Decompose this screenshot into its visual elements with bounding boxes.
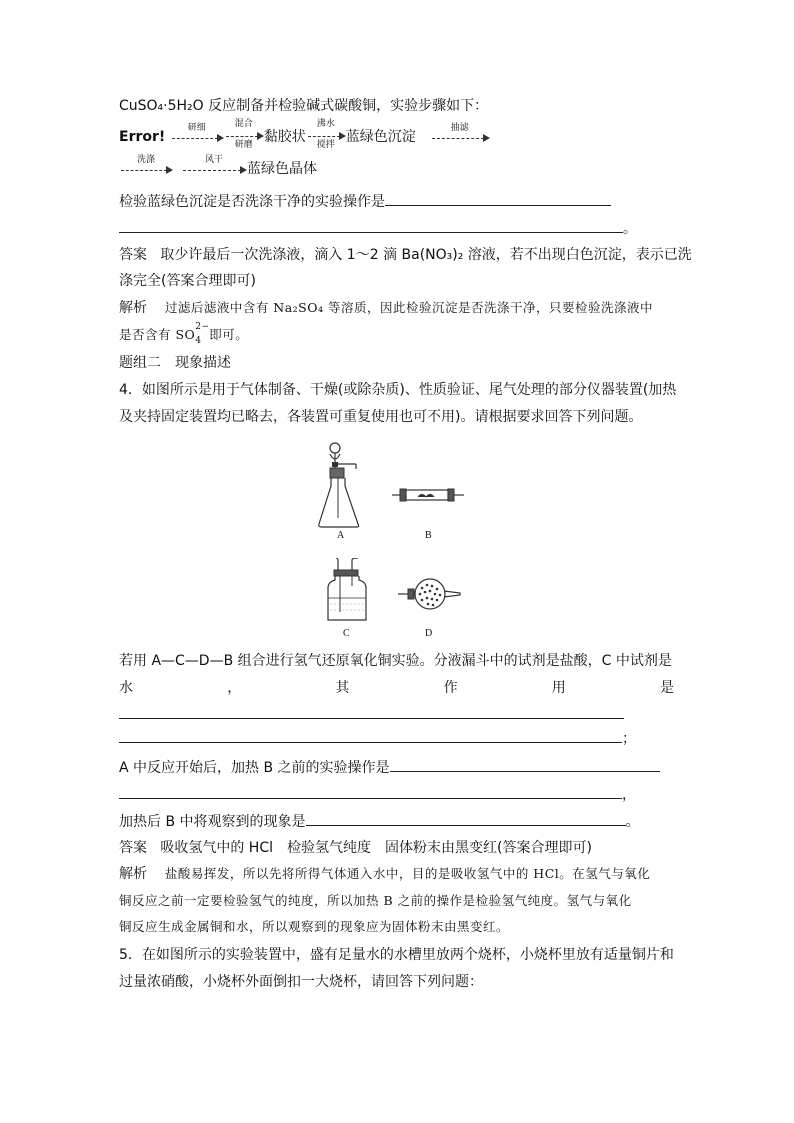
q4-analysis-cont: 铜反应之前一定要检验氢气的纯度，所以加热 B 之前的操作是检验氢气纯度。氢气与氧化: [119, 893, 632, 908]
q4-blank-line-2: ，: [119, 784, 636, 805]
analysis-label: 解析: [119, 866, 147, 882]
apparatus-b-tube: [392, 485, 466, 505]
q3-analysis-cont: 是否含有 SO 2− 4 即可。: [119, 322, 249, 346]
figure-label-c: C: [343, 628, 350, 639]
figure-label-a: A: [337, 530, 345, 541]
answer-blank[interactable]: [385, 191, 611, 206]
q4-blank-line: ；: [119, 728, 636, 749]
q3-question: 检验蓝绿色沉淀是否洗涤干净的实验操作是: [119, 191, 611, 212]
group-heading: 题组二 现象描述: [119, 355, 231, 371]
q3-answer: 答案 取少许最后一次洗涤液，滴入 1～2 滴 Ba(NO₃)₂ 溶液，若不出现白色沉淀，表示已洗: [119, 247, 692, 263]
answer-blank[interactable]: [119, 218, 623, 233]
flow-line-1: [119, 119, 490, 150]
q3-answer-cont: 涤完全(答案合理即可): [119, 273, 256, 289]
q4-line-2: 及夹持固定装置均已略去，各装置可重复使用也可不用)。请根据要求回答下列问题。: [119, 409, 643, 425]
answer-blank[interactable]: [119, 728, 622, 743]
error-text: Error!: [119, 129, 166, 145]
q3-question-cont: 。: [119, 218, 637, 239]
flow-line-2: [119, 156, 317, 182]
answer-blank[interactable]: [119, 784, 622, 799]
apparatus-c-bottle: [322, 558, 374, 624]
answer-blank[interactable]: [306, 811, 626, 826]
q4-line-3: 若用 A—C—D—B 组合进行氢气还原氧化铜实验。分液漏斗中的试剂是盐酸，C 中试剂是: [119, 653, 672, 669]
intro-line: CuSO₄·5H₂O 反应制备并检验碱式碳酸铜，实验步骤如下：: [119, 98, 489, 114]
figure-label-d: D: [425, 628, 433, 639]
flow-arrow: 抽滤: [430, 124, 490, 150]
q4-line-6: 加热后 B 中将观察到的现象是 。: [119, 811, 640, 832]
q4-analysis: 解析 盐酸易挥发，所以先将所得气体通入水中，目的是吸收氢气中的 HCl。在氢气与氧化: [119, 866, 651, 882]
apparatus-d-drying-bulb: [398, 576, 464, 616]
apparatus-a-flask: [310, 438, 380, 530]
answer-blank[interactable]: [390, 757, 660, 772]
flow-state: 蓝绿色沉淀: [345, 129, 416, 145]
q4-line-1: 4．如图所示是用于气体制备、干燥(或除杂质)、性质验证、尾气处理的部分仪器装置(加热: [119, 382, 677, 398]
flow-arrow: 混合 研磨: [224, 124, 264, 150]
q3-analysis: 解析 过滤后滤液中含有 Na₂SO₄ 等溶质，因此检验沉淀是否洗涤干净，只要检验洗涤液中: [119, 300, 653, 316]
flow-arrow: 洗涤: [119, 156, 173, 182]
answer-blank[interactable]: [119, 718, 624, 719]
analysis-label: 解析: [119, 300, 147, 316]
answer-label: 答案: [119, 840, 147, 856]
q4-analysis-cont: 铜反应生成金属铜和水，所以观察到的现象应为固体粉末由黑变红。: [119, 919, 510, 934]
q4-line-5: A 中反应开始后，加热 B 之前的实验操作是: [119, 757, 660, 778]
q4-line-4: 水 ， 其 作 用 是: [119, 680, 674, 696]
flow-state: 黏胶状: [263, 129, 306, 145]
q5-line-2: 过量浓硝酸，小烧杯外面倒扣一大烧杯，请回答下列问题：: [119, 974, 483, 990]
flow-arrow: 研细: [170, 124, 224, 150]
q5-line-1: 5．在如图所示的实验装置中，盛有足量水的水槽里放两个烧杯，小烧杯里放有适量铜片和: [119, 947, 674, 963]
flow-arrow: 沸水 搅拌: [306, 124, 346, 150]
flow-arrow: 风干: [181, 156, 247, 182]
flow-state: 蓝绿色晶体: [247, 161, 317, 177]
answer-label: 答案: [119, 247, 147, 263]
figure-label-b: B: [425, 530, 432, 541]
q4-answer: 答案 吸收氢气中的 HCl 检验氢气纯度 固体粉末由黑变红(答案合理即可): [119, 840, 592, 856]
